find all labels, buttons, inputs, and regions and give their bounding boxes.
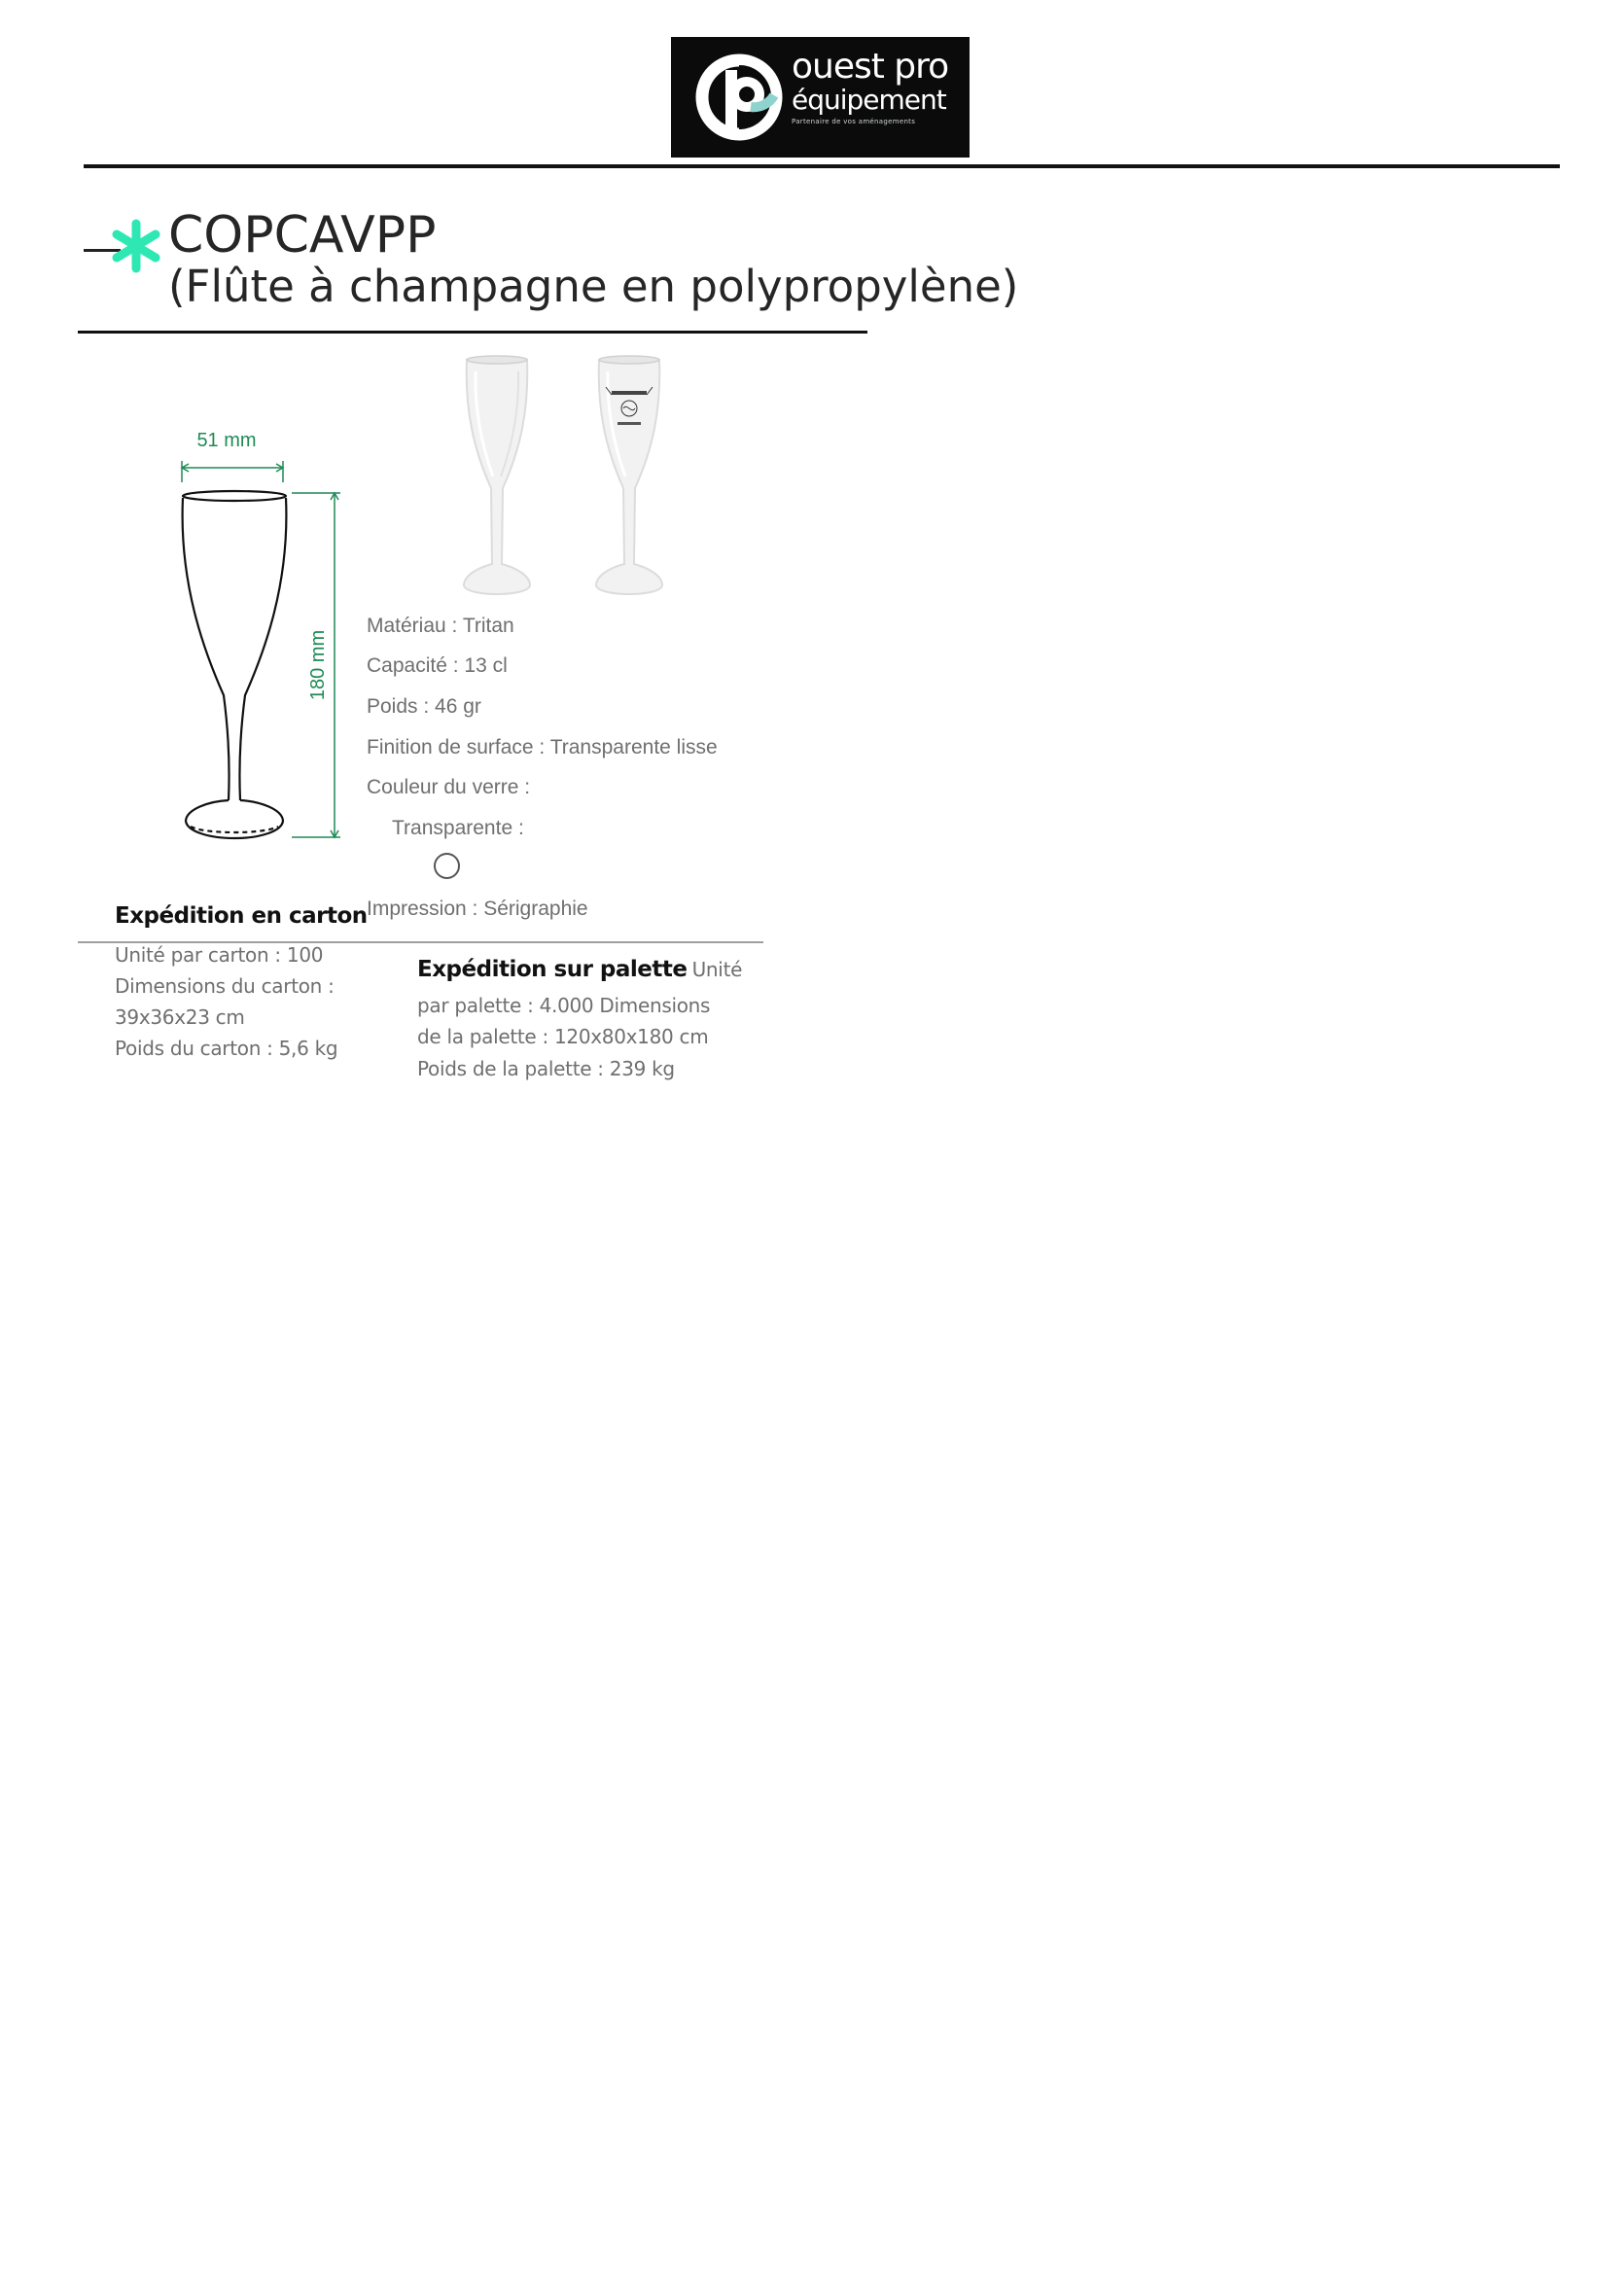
shipping-pallet-line: Poids de la palette : 239 kg <box>417 1057 675 1080</box>
spec-capacity: Capacité : 13 cl <box>367 654 508 677</box>
shipping-pallet-title: Expédition sur palette <box>417 957 688 982</box>
flute-outline <box>183 491 287 838</box>
logo-brand-name: ouest pro <box>792 47 949 87</box>
company-logo <box>671 37 970 158</box>
logo-tagline: Partenaire de vos aménagements <box>792 118 916 125</box>
shipping-carton-line: Dimensions du carton : <box>115 974 335 998</box>
header-divider <box>84 164 1560 168</box>
logo-brand-subname: équipement <box>792 84 946 116</box>
flute-technical-drawing <box>156 418 379 846</box>
width-dimension-label: 51 mm <box>196 430 257 451</box>
width-dimension <box>182 461 283 482</box>
shipping-pallet-line: de la palette : 120x80x180 cm <box>417 1025 709 1048</box>
title-divider <box>78 331 867 334</box>
spec-finish: Finition de surface : Transparente lisse <box>367 736 718 758</box>
product-subtitle: (Flûte à champagne en polypropylène) <box>168 261 1019 312</box>
shipping-carton-line: 39x36x23 cm <box>115 1005 245 1029</box>
spec-weight: Poids : 46 gr <box>367 695 481 718</box>
product-photo-printed <box>592 352 666 605</box>
color-swatch-transparent <box>434 853 460 879</box>
product-photo-plain <box>460 352 534 605</box>
spec-print: Impression : Sérigraphie <box>367 898 588 920</box>
product-code: COPCAVPP <box>168 206 437 264</box>
shipping-pallet-title-tail: Unité <box>691 958 743 981</box>
shipping-pallet-line: par palette : 4.000 Dimensions <box>417 994 711 1017</box>
spec-material: Matériau : Tritan <box>367 615 514 637</box>
shipping-pallet-heading <box>417 957 742 982</box>
spec-color-label: Couleur du verre : <box>367 776 531 798</box>
shipping-carton-line: Unité par carton : 100 <box>115 943 324 967</box>
asterisk-icon <box>109 216 163 276</box>
logo-mark-icon <box>690 49 788 146</box>
spec-color-value: Transparente : <box>392 817 524 839</box>
shipping-carton-title: Expédition en carton <box>115 903 368 929</box>
height-dimension-label: 180 mm <box>307 629 329 701</box>
shipping-carton-line: Poids du carton : 5,6 kg <box>115 1037 338 1060</box>
